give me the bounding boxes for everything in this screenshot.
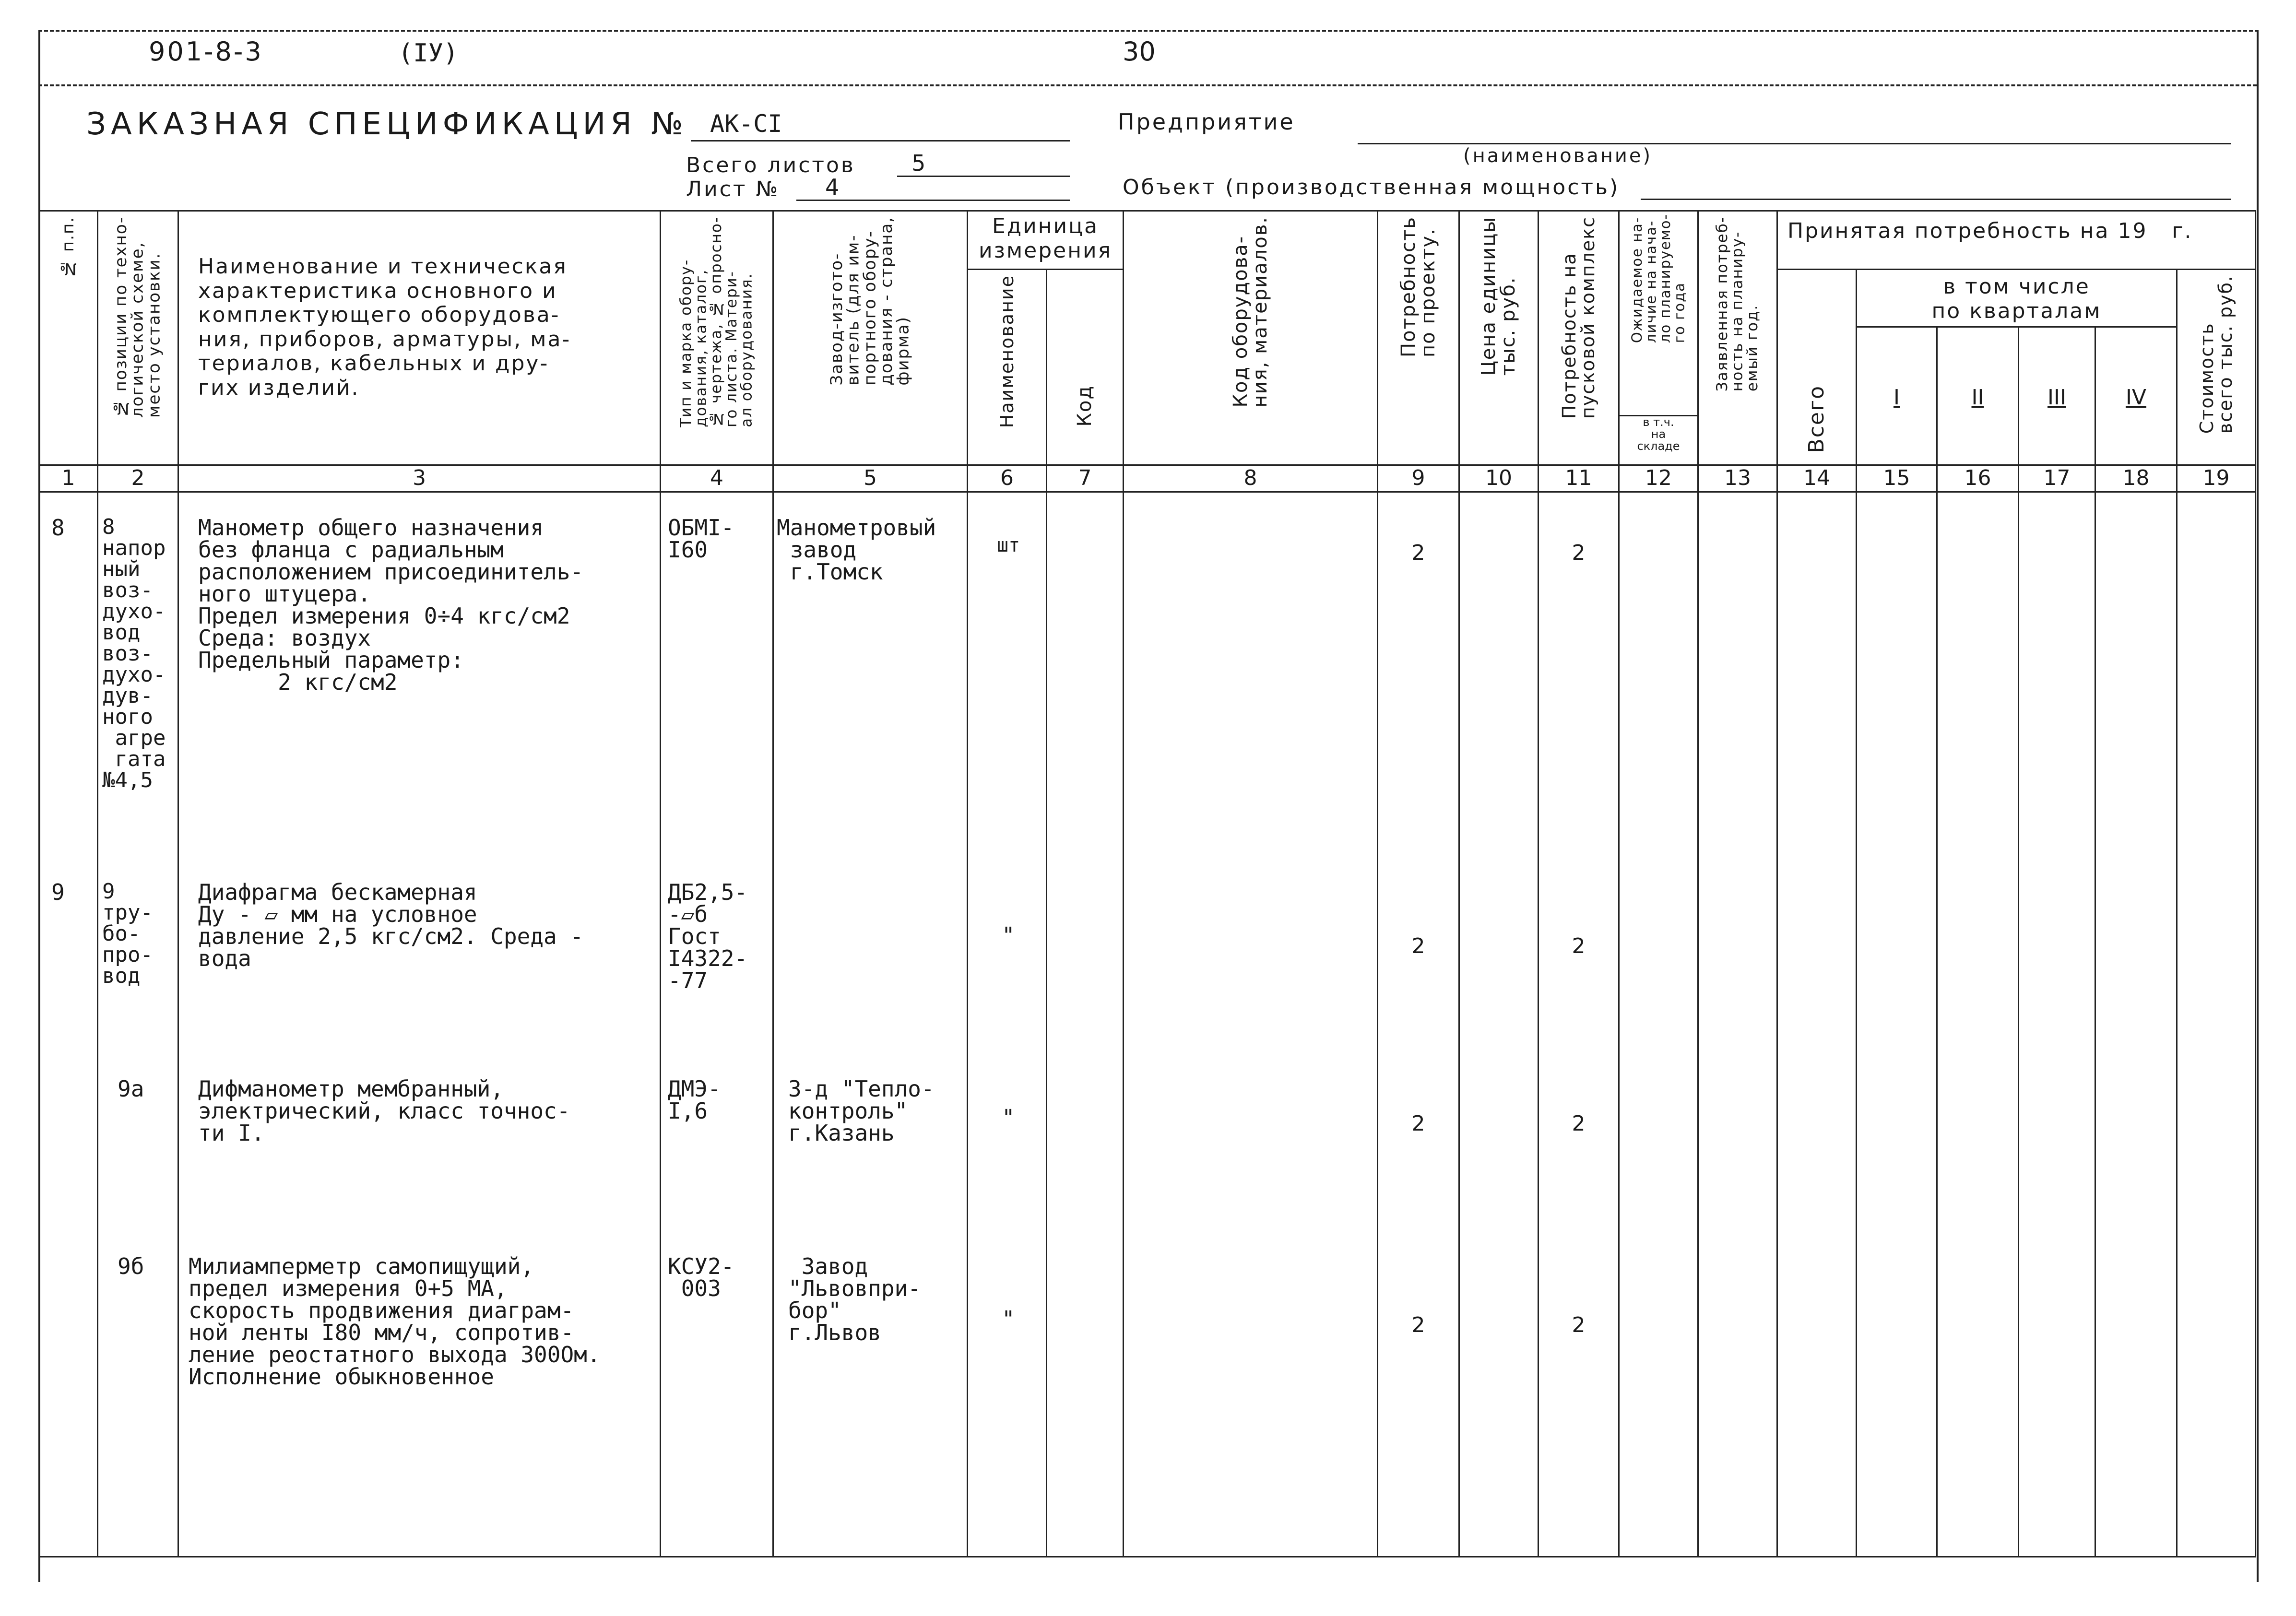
sheet-label: Лист № xyxy=(686,177,780,201)
body-c3: Манометр общего назначения без фланца с радиальным расположением присоединитель- ного штуцера. Предел измерения 0÷4 кгс/см2 Среда: воздух Предельный параметр: 2 кгс/см2 Диафрагма бескамерная Ду - ▱ мм на условное давление 2,5 кгс/см2. Среда - вода Дифманометр мембранный, электрический, класс точнос- ти I. Милиамперметр самопищущий, предел измерения 0+5 МА, скорость продвижения диаграм- ной ленты I80 мм/ч, сопротив- ление реостатного выхода 300Ом. Исполнение обыкновенное xyxy=(178,492,661,1557)
head-c1: № п.п. xyxy=(39,211,98,465)
colnum: 5 xyxy=(773,465,968,492)
body-row xyxy=(39,492,2256,1557)
body-c19 xyxy=(2177,492,2256,1557)
body-c6: шт " " " xyxy=(968,492,1047,1557)
total-sheets-value: 5 xyxy=(911,150,928,176)
colnum: 10 xyxy=(1459,465,1539,492)
head-c2: № позиции по техно- логической схеме, место установки. xyxy=(98,211,178,465)
body-c8 xyxy=(1124,492,1378,1557)
spec-table xyxy=(38,210,2256,1557)
colnum: 13 xyxy=(1698,465,1777,492)
body-c15 xyxy=(1857,492,1937,1557)
head-c10: Цена единицы тыс. руб. xyxy=(1459,211,1539,465)
body-c10 xyxy=(1459,492,1539,1557)
colnum: 7 xyxy=(1047,465,1124,492)
head-accepted-group: Принятая потребность на 19 г. xyxy=(1777,211,2256,270)
head-unit-group: Единица измерения xyxy=(968,211,1124,270)
colnum: 8 xyxy=(1124,465,1378,492)
head-c14: Всего xyxy=(1777,270,1857,465)
colnum: 12 xyxy=(1619,465,1698,492)
head-c17: III xyxy=(2019,327,2095,465)
top-divider xyxy=(38,84,2257,86)
body-c16 xyxy=(1937,492,2019,1557)
colnum: 2 xyxy=(98,465,178,492)
body-c17 xyxy=(2019,492,2095,1557)
object-label: Объект (производственная мощность) xyxy=(1123,175,1620,200)
spec-title: ЗАКАЗНАЯ СПЕЦИФИКАЦИЯ № xyxy=(86,106,688,142)
head-c5: Завод-изгото- витель (для им- портного обору- дования - страна, фирма) xyxy=(773,211,968,465)
enterprise-underline xyxy=(1358,143,2231,144)
sheet-value: 4 xyxy=(825,174,841,200)
head-c8: Код оборудова- ния, материалов. xyxy=(1124,211,1378,465)
colnum: 9 xyxy=(1378,465,1459,492)
column-number-row xyxy=(39,465,2256,492)
body-c13 xyxy=(1698,492,1777,1557)
page-number: 30 xyxy=(1123,36,1156,67)
body-c11: 2 2 2 2 xyxy=(1539,492,1619,1557)
volume-number: (IУ) xyxy=(398,39,459,68)
colnum: 19 xyxy=(2177,465,2256,492)
body-c12 xyxy=(1619,492,1698,1557)
head-c9: Потребность по проекту. xyxy=(1378,211,1459,465)
spec-number-underline xyxy=(691,140,1070,142)
total-sheets-underline xyxy=(897,176,1070,177)
colnum: 11 xyxy=(1539,465,1619,492)
head-c4: Тип и марка обору- дования, каталог, № чертежа, № опросно- го листа. Матери- ал оборудования. xyxy=(661,211,773,465)
sheet-underline xyxy=(796,200,1070,201)
head-c3: Наименование и техническая характеристика основного и комплектующего оборудова- ния, приборов, арматуры, ма- териалов, кабельных и дру- гих изделий. xyxy=(178,211,661,465)
colnum: 14 xyxy=(1777,465,1857,492)
colnum: 6 xyxy=(968,465,1047,492)
head-c6: Наименование xyxy=(968,270,1047,465)
body-c7 xyxy=(1047,492,1124,1557)
colnum: 15 xyxy=(1857,465,1937,492)
body-c9: 2 2 2 2 xyxy=(1378,492,1459,1557)
total-sheets-label: Всего листов xyxy=(686,153,855,177)
colnum: 17 xyxy=(2019,465,2095,492)
head-c19: Стоимость всего тыс. руб. xyxy=(2177,270,2256,465)
head-c13: Заявленная потреб- ность на планиру- емый год. xyxy=(1698,211,1777,465)
body-c1: 8 9 xyxy=(39,492,98,1557)
head-c12: Ожидаемое на- личие на нача- ло планируемо- го года в т.ч. на складе xyxy=(1619,211,1698,465)
body-c18 xyxy=(2095,492,2177,1557)
enterprise-label: Предприятие xyxy=(1118,109,1295,135)
colnum: 1 xyxy=(39,465,98,492)
head-c15: I xyxy=(1857,327,1937,465)
spec-number: АК-СI xyxy=(710,110,782,138)
body-c5: Манометровый завод г.Томск З-д "Тепло- контроль" г.Казань Завод "Львовпри- бор" г.Львов xyxy=(773,492,968,1557)
head-c7: Код xyxy=(1047,270,1124,465)
head-c11: Потребность на пусковой комплекс xyxy=(1539,211,1619,465)
head-c18: IV xyxy=(2095,327,2177,465)
series-number: 901-8-3 xyxy=(149,36,263,67)
body-c14 xyxy=(1777,492,1857,1557)
body-c4: ОБМI- I60 ДБ2,5- -▱б Гост I4322- -77 ДМЭ- I,6 КСУ2- 003 xyxy=(661,492,773,1557)
name-hint: (наименование) xyxy=(1463,145,1653,167)
colnum: 4 xyxy=(661,465,773,492)
colnum: 16 xyxy=(1937,465,2019,492)
body-c2: 8 напор ный воз- духо- вод воз- духо- дув- ного агре гата №4,5 9 тру- бо- про- вод 9а 9б xyxy=(98,492,178,1557)
object-underline xyxy=(1641,199,2231,200)
head-c16: II xyxy=(1937,327,2019,465)
head-quarters-group: в том числе по кварталам xyxy=(1857,270,2177,327)
colnum: 18 xyxy=(2095,465,2177,492)
colnum: 3 xyxy=(178,465,661,492)
